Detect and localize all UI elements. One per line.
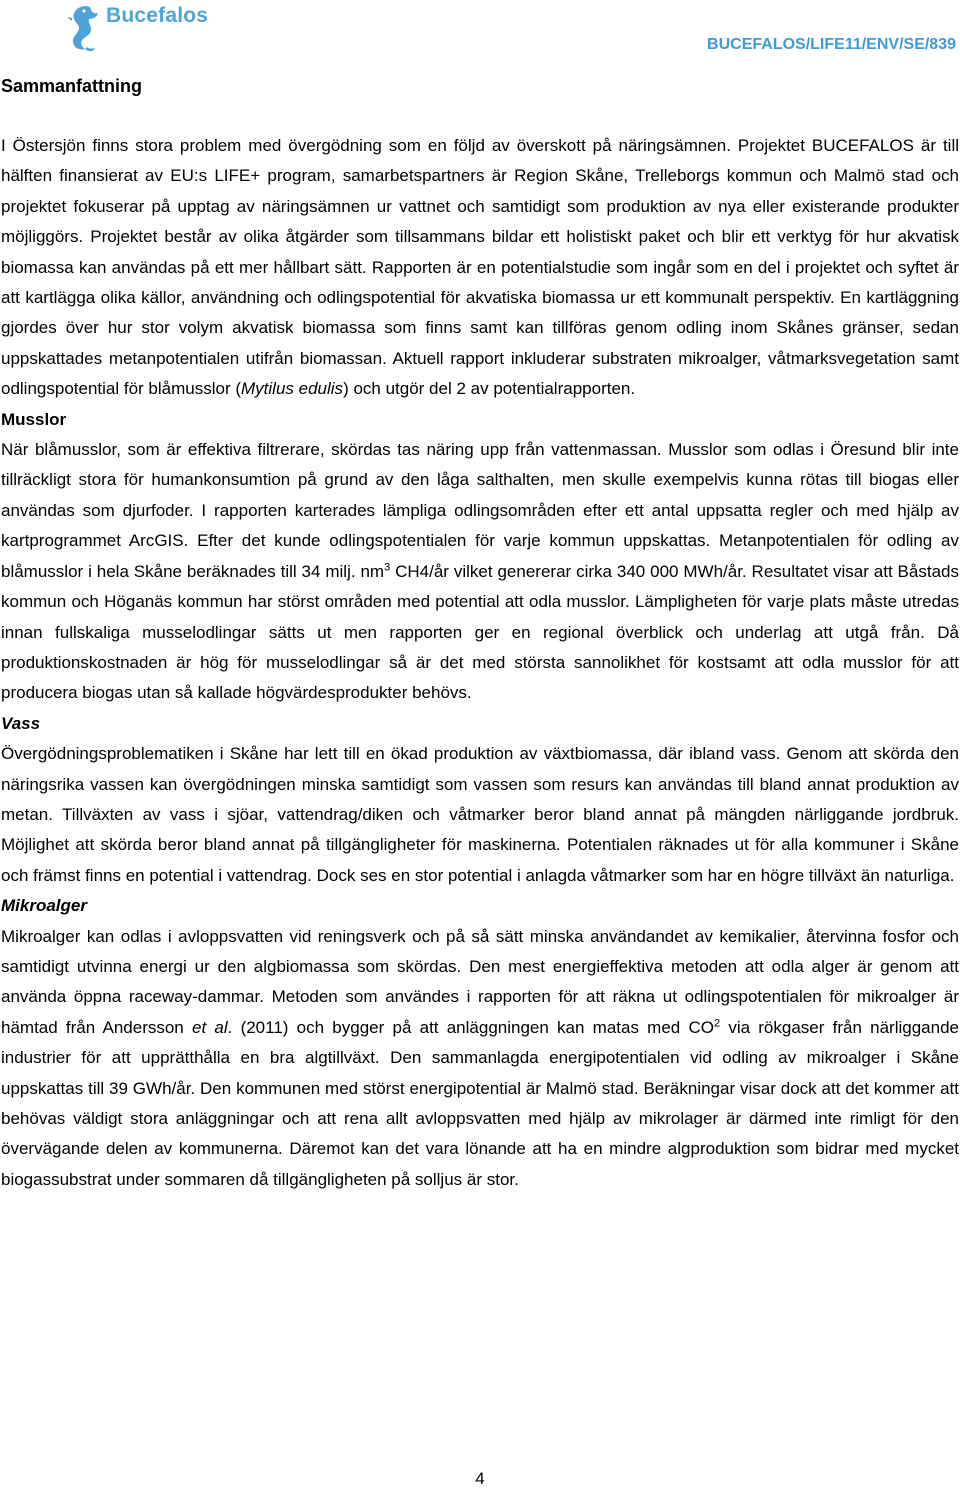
- vass-paragraph: Övergödningsproblematiken i Skåne har lett till en ökad produktion av växtbiomassa, där ibland vass. Genom att skörda den näringsrika vassen kan övergödningen minska samtidigt som vassen som resurs kan användas till bland annat produktion av metan. Tillväxten av vass i sjöar, vattendrag/diken och våtmarker beror bland annat på mängden närliggande jordbruk. Möjlighet att skörda beror bland annat på tillgängligheter för maskinerna. Potentialen räknades ut för alla kommuner i Skåne och främst finns en potential i vattendrag. Dock ses en stor potential i anlagda våtmarker som har en högre tillväxt än naturliga.: [1, 744, 959, 885]
- section-heading-musslor: Musslor: [1, 409, 67, 429]
- seahorse-icon: [64, 2, 108, 54]
- section-heading-vass: Vass: [1, 713, 41, 733]
- summary-paragraph: I Östersjön finns stora problem med övergödning som en följd av överskott på näringsämnen. Projektet BUCEFALOS är till hälften finansierat av EU:s LIFE+ program, samarbetspartners är Region Skåne, Trelleborgs kommun och Malmö stad och projektet fokuserar på upptag av näringsämnen ur vattnet och samtidigt som produktion av nya eller existerande produkter möjliggörs. Projektet består av olika åtgärder som tillsammans bildar ett holistiskt paket och blir ett verktyg för hur akvatisk biomassa kan användas på ett mer hållbart sätt. Rapporten är en potentialstudie som ingår som en del i projektet och syftet är att kartlägga olika källor, användning och odlingspotential för akvatiska biomassa ur ett kommunalt perspektiv. En kartläggning gjordes över hur stor volym akvatisk biomassa som finns samt kan tillföras genom odling inom Skånes gränser, sedan uppskattades metanpotentialen utifrån biomassan. Aktuell rapport inkluderar substraten mikroalger, våtmarksvegetation samt odlingspotential för blåmusslor (Mytilus edulis) och utgör del 2 av potentialrapporten.: [1, 136, 959, 399]
- musslor-paragraph: När blåmusslor, som är effektiva filtrerare, skördas tas näring upp från vattenmassan. Musslor som odlas i Öresund blir inte tillräckligt stora för humankonsumtion på grund av den låga salthalten, men skulle exempelvis kunna rötas till biogas eller användas som djurfoder. I rapporten karterades lämpliga odlingsområden efter ett antal uppsatta regler och med hjälp av kartprogrammet ArcGIS. Efter det kunde odlingspotentialen för varje kommun uppskattas. Metanpotentialen för odling av blåmusslor i hela Skåne beräknades till 34 milj. $nm^3$ CH4/år vilket genererar cirka 340 000 MWh/år. Resultatet visar att Båstads kommun och Höganäs kommun har störst områden med potential att odla musslor. Lämpligheten för varje plats måste utredas innan fullskaliga musselodlingar sätts ut men rapporten ger en regional överblick och underlag att utgå från. Då produktionskostnaden är hög för musselodlingar så är det med största sannolikhet för kostsamt att odla musslor för att producera biogas utan så kallade högvärdesprodukter behövs.: [1, 440, 959, 703]
- page-number: 4: [475, 1469, 485, 1488]
- summary-heading: Sammanfattning: [1, 76, 143, 96]
- bucefalos-logo: [64, 2, 214, 54]
- section-heading-mikroalger: Mikroalger: [1, 896, 87, 916]
- logo-text: Bucefalos: [106, 4, 209, 27]
- species-name: Mytilus edulis: [241, 379, 344, 399]
- document-body: [1, 131, 959, 1195]
- project-reference: BUCEFALOS/LIFE11/ENV/SE/839: [707, 36, 956, 53]
- mikroalger-paragraph: Mikroalger kan odlas i avloppsvatten vid reningsverk och på så sätt minska användandet av kemikalier, återvinna fosfor och samtidigt utvinna energi ur den algbiomassa som skördas. Den mest energieffektiva metoden att odla alger är genom att använda öppna raceway-dammar. Metoden som användes i rapporten för att räkna ut odlingspotentialen för mikroalger är hämtad från Andersson et al. (2011) och bygger på att anläggningen kan matas med $CO^2$ via rökgaser från närliggande industrier för att upprätthålla en bra algtillväxt. Den sammanlagda energipotentialen vid odling av mikroalger i Skåne uppskattas till 39 GWh/år. Den kommunen med störst energipotential är Malmö stad. Beräkningar visar dock att det kommer att behövas väldigt stora anläggningar och att rena allt avloppsvatten med hjälp av mikrolager är därmed inte rimligt för den övervägande delen av kommunerna. Däremot kan det vara lönande att ha en mindre algproduktion som bidrar med mycket biogassubstrat under sommaren då tillgängligheten på solljus är stor.: [1, 926, 959, 1189]
